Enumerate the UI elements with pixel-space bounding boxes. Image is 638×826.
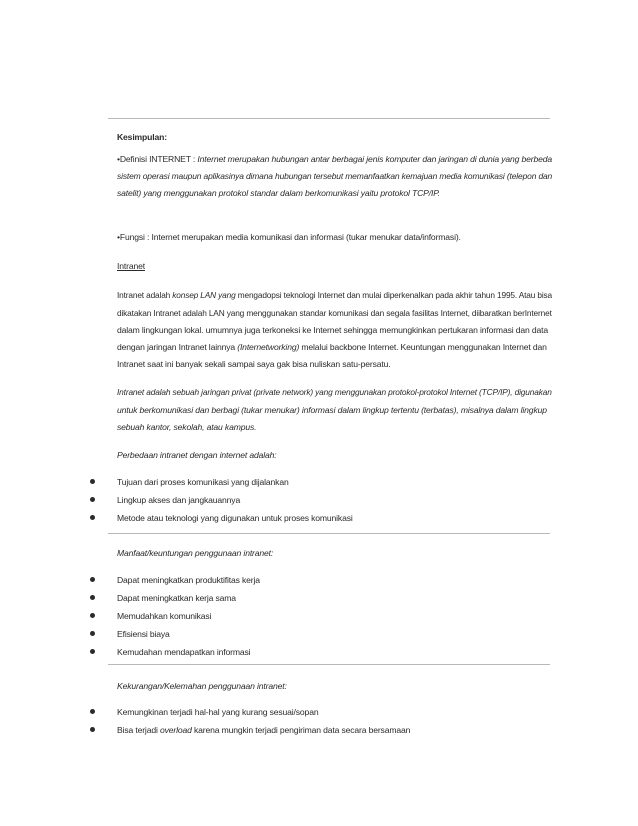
intranet-para1-line-5: Intranet saat ini banyak sekali sampai saya gak bisa nuliskan satu-persatu. bbox=[117, 359, 391, 369]
intranet-para2-line-2: untuk berkomunikasi dan berbagi (tukar menukar) informasi dalam lingkup tertentu (terbatas), misalnya dalam lingkup bbox=[117, 405, 547, 415]
intranet-para2-line-1: Intranet adalah sebuah jaringan privat (private network) yang menggunakan protokol-protokol Internet (TCP/IP), digunakan bbox=[117, 387, 552, 397]
fungsi-line: •Fungsi : Internet merupakan media komunikasi dan informasi (tukar menukar data/informasi). bbox=[117, 232, 461, 242]
manfaat-item-4: Efisiensi biaya bbox=[117, 629, 170, 639]
kesimpulan-heading: Kesimpulan: bbox=[117, 132, 167, 142]
bullet-dot bbox=[90, 479, 95, 484]
perbedaan-item-1: Tujuan dari proses komunikasi yang dijalankan bbox=[117, 477, 289, 487]
bullet-dot bbox=[90, 595, 95, 600]
bullet-dot bbox=[90, 727, 95, 732]
definisi-line-3: satelit) yang menggunakan protokol standar dalam berkomunikasi yaitu protokol TCP/IP. bbox=[117, 188, 440, 198]
intranet-para1-line-4: dengan jaringan Intranet lainnya (Internetworking) melalui backbone Internet. Keuntungan menggunakan Internet dan bbox=[117, 342, 547, 352]
divider bbox=[108, 118, 550, 119]
divider bbox=[108, 533, 550, 534]
intranet-para1-line-1: Intranet adalah konsep LAN yang mengadopsi teknologi Internet dan mulai diperkenalkan pada akhir tahun 1995. Atau bisa bbox=[117, 290, 552, 300]
manfaat-item-5: Kemudahan mendapatkan informasi bbox=[117, 647, 251, 657]
bullet-dot bbox=[90, 649, 95, 654]
definisi-line-2: sistem operasi maupun aplikasinya dimana hubungan tersebut memanfaatkan kemajuan media komunikasi (telepon dan bbox=[117, 171, 553, 181]
kekurangan-item-1: Kemungkinan terjadi hal-hal yang kurang sesuai/sopan bbox=[117, 707, 319, 717]
manfaat-heading: Manfaat/keuntungan penggunaan intranet: bbox=[117, 548, 274, 558]
kekurangan-item-2: Bisa terjadi overload karena mungkin terjadi pengiriman data secara bersamaan bbox=[117, 725, 411, 735]
definisi-line-1: •Definisi INTERNET : Internet merupakan hubungan antar berbagai jenis komputer dan jaringan di dunia yang berbeda bbox=[117, 154, 552, 164]
intranet-heading: Intranet bbox=[117, 261, 145, 271]
divider bbox=[108, 664, 550, 665]
bullet-dot bbox=[90, 613, 95, 618]
manfaat-item-3: Memudahkan komunikasi bbox=[117, 611, 212, 621]
perbedaan-item-2: Lingkup akses dan jangkauannya bbox=[117, 495, 241, 505]
manfaat-item-1: Dapat meningkatkan produktifitas kerja bbox=[117, 575, 260, 585]
perbedaan-heading: Perbedaan intranet dengan internet adalah: bbox=[117, 450, 277, 460]
kekurangan-heading: Kekurangan/Kelemahan penggunaan intranet: bbox=[117, 681, 287, 691]
bullet-dot bbox=[90, 631, 95, 636]
bullet-dot bbox=[90, 577, 95, 582]
intranet-para1-line-2: dikatakan Intranet adalah LAN yang menggunakan standar komunikasi dan segala fasilitas Internet, diibaratkan berInternet bbox=[117, 308, 552, 318]
manfaat-item-2: Dapat meningkatkan kerja sama bbox=[117, 593, 236, 603]
bullet-dot bbox=[90, 497, 95, 502]
intranet-para1-line-3: dalam lingkungan lokal. umumnya juga terkoneksi ke Internet sehingga memungkinkan pertukaran informasi dan data bbox=[117, 325, 548, 335]
perbedaan-item-3: Metode atau teknologi yang digunakan untuk proses komunikasi bbox=[117, 513, 353, 523]
bullet-dot bbox=[90, 709, 95, 714]
bullet-dot bbox=[90, 515, 95, 520]
intranet-para2-line-3: sebuah kantor, sekolah, atau kampus. bbox=[117, 422, 257, 432]
